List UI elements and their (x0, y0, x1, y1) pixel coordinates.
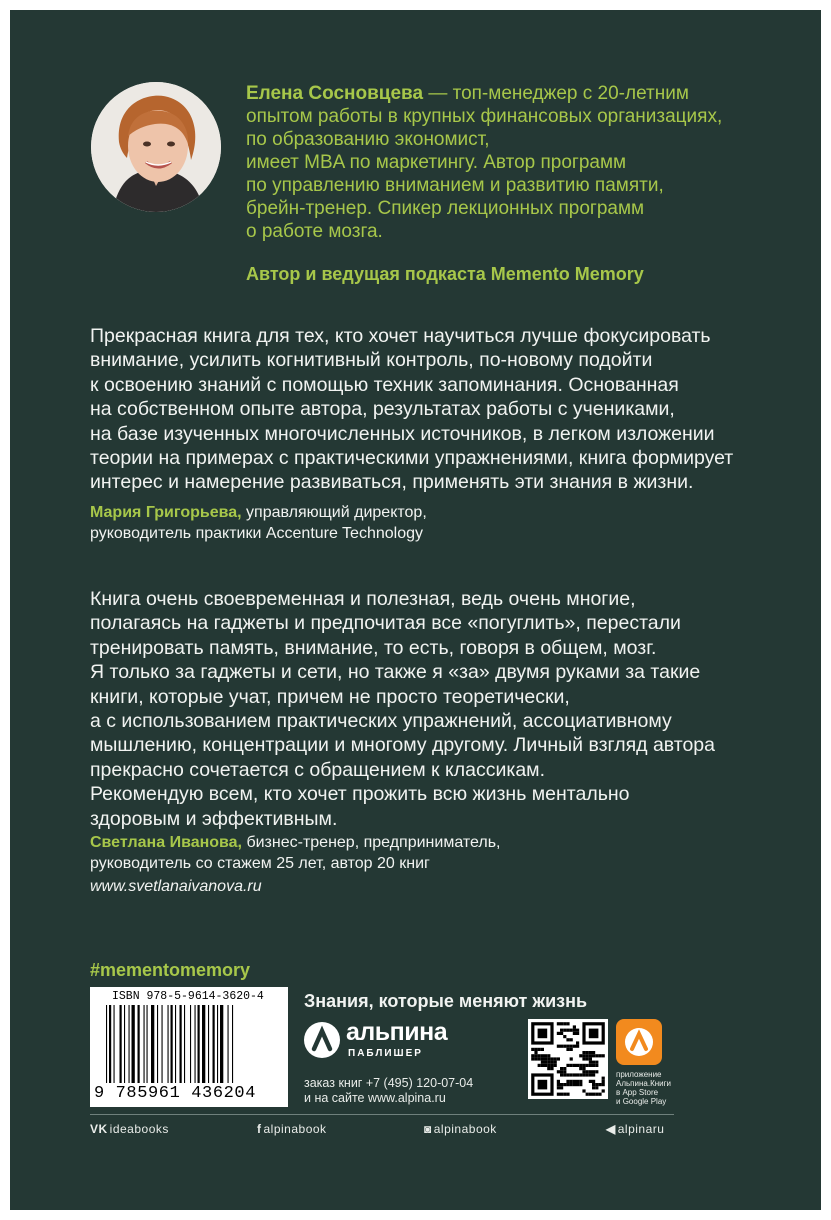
social-telegram[interactable] (606, 1122, 664, 1136)
slogan: Знания, которые меняют жизнь (304, 991, 588, 1011)
review-2-reviewer: Светлана Иванова, (90, 834, 242, 851)
portrait-image (91, 82, 221, 212)
social-instagram[interactable] (424, 1122, 497, 1136)
social-facebook[interactable] (257, 1122, 327, 1136)
book-back-cover (10, 10, 821, 1210)
review-1-role: управляющий директор, руководитель практики Accenture Technology (90, 504, 427, 542)
facebook-icon: f (257, 1122, 262, 1136)
social-vk-label: ideabooks (109, 1122, 169, 1136)
isbn-barcode (90, 987, 288, 1107)
author-photo (91, 82, 221, 212)
author-podcast: Автор и ведущая подкаста Memento Memory (246, 264, 644, 284)
alpina-logo-icon (304, 1022, 340, 1058)
instagram-icon: ◙ (424, 1122, 432, 1136)
social-vk[interactable] (90, 1122, 169, 1136)
isbn-text: ISBN 978-5-9614-3620-4 (112, 990, 264, 1003)
author-bio (246, 82, 806, 243)
publisher-sub: ПАБЛИШЕР (348, 1048, 423, 1059)
barcode-bars (106, 1005, 278, 1083)
hashtag: #mementomemory (90, 960, 251, 980)
social-facebook-label: alpinabook (263, 1122, 327, 1136)
social-instagram-label: alpinabook (433, 1122, 497, 1136)
barcode-digits: 9 785961 436204 (94, 1084, 257, 1103)
review-2-attribution (90, 832, 790, 874)
review-2-text: Книга очень своевременная и полезная, ведь очень многие, полагаясь на гаджеты и предпочитая все «погуглить», перестали тренировать память, внимание, то есть, говоря в общем, мозг. Я только за гаджеты и сети, но также я «за» двумя руками за такие книги, которые учат, причем не просто теоретически, а с использованием практических упражнений, ассоциативному мышлению, концентрации и многому другому. Личный взгляд автора прекрасно сочетается с обращением к классикам. Рекомендую всем, кто хочет прожить всю жизнь ментально здоровым и эффективным. (90, 588, 715, 830)
publisher-site: и на сайте www.alpina.ru (304, 1091, 446, 1105)
review-2-role: бизнес-тренер, предприниматель, руководитель со стажем 25 лет, автор 20 книг (90, 834, 501, 872)
vk-icon: VK (90, 1122, 108, 1136)
social-telegram-label: alpinaru (617, 1122, 665, 1136)
author-name: Елена Сосновцева (246, 83, 424, 104)
order-phone: заказ книг +7 (495) 120-07-04 (304, 1076, 474, 1090)
telegram-icon: ◀ (606, 1122, 616, 1136)
author-bio-text: — топ-менеджер с 20-летним опытом работы в крупных финансовых организациях, по образованию экономист, имеет MBA по маркетингу. Автор программ по управлению вниманием и развитию памяти, брейн-тренер. Спикер лекционных программ о работе мозга. (246, 83, 723, 242)
review-2-site: www.svetlanaivanova.ru (90, 878, 262, 895)
review-1-reviewer: Мария Григорьева, (90, 504, 242, 521)
app-caption: приложение Альпина.Книги в App Store и Google Play (616, 1070, 671, 1106)
divider (90, 1114, 674, 1115)
qr-code (528, 1019, 608, 1099)
qr-code-image (528, 1019, 608, 1099)
alpina-app-icon (616, 1019, 662, 1065)
review-1-text: Прекрасная книга для тех, кто хочет научиться лучше фокусировать внимание, усилить когнитивный контроль, по-новому подойти к освоению знаний с помощью техник запоминания. Основанная на собственном опыте автора, результатах работы с учениками, на базе изученных многочисленных источников, в легком изложении теории на примерах с практическими упражнениями, книга формирует интерес и намерение развиваться, применять эти знания в жизни. (90, 325, 734, 494)
publisher-name: альпина (346, 1018, 448, 1046)
review-1-attribution (90, 502, 790, 544)
